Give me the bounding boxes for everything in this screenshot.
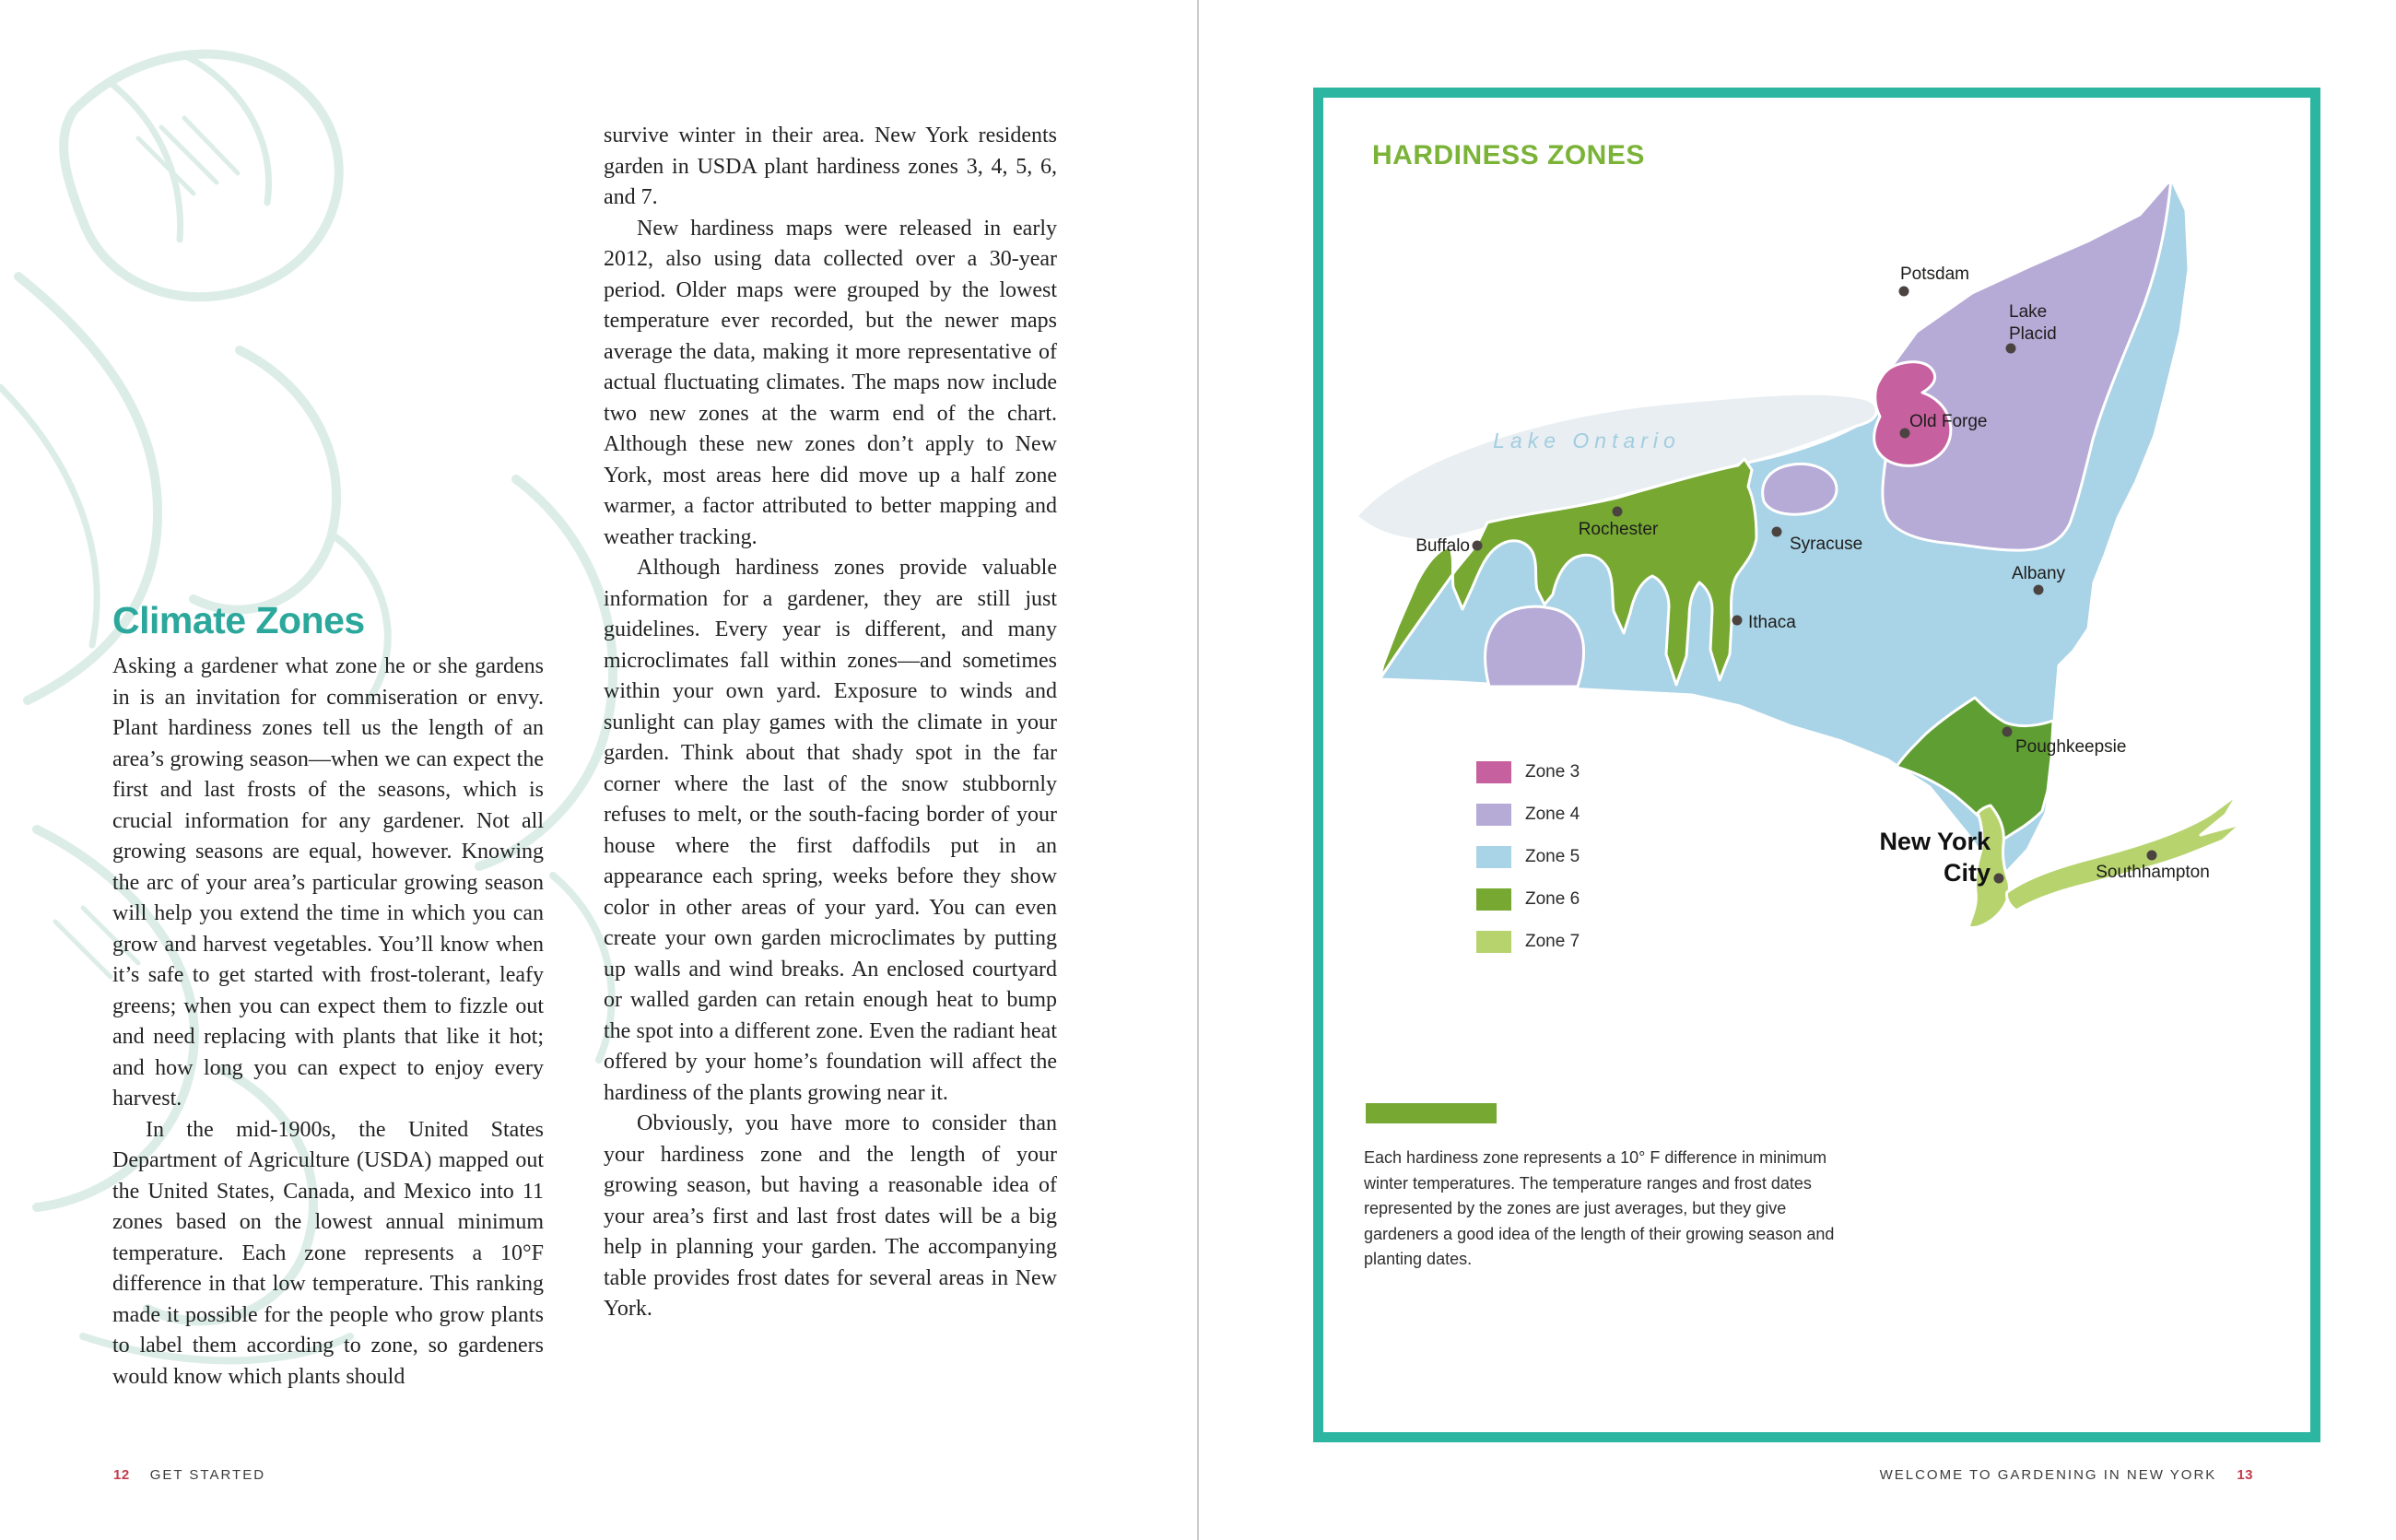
map-region-zone4-southern-tier	[1486, 606, 1584, 687]
legend-row	[1476, 888, 1580, 911]
body-paragraph: New hardiness maps were released in early 2012, also using data collected over a 30-year period. Older maps were grouped by the lowest temperature ever recorded, but the newer maps average the data, making it more representative of actual fluctuating climates. The maps now include two new zones at the warm end of the chart. Although these new zones don’t apply to New York, most areas here did move up a half zone warmer, a factor attributed to better mapping and weather tracking.	[604, 216, 1057, 549]
city-label-syracuse: Syracuse	[1790, 535, 1863, 554]
city-label-lake-placid-line2: Placid	[2009, 324, 2057, 344]
city-label-rochester: Rochester	[1578, 520, 1659, 539]
city-dot-rochester	[1613, 507, 1623, 517]
page-gutter-divider	[1197, 0, 1199, 1540]
city-dot-old-forge	[1900, 429, 1910, 439]
body-paragraph: Obviously, you have more to consider than your hardiness zone and the length of your growing season, but having a reasonable idea of your area’s first and last frost dates will be a big help in planning your garden. The accompanying table provides frost dates for several areas in New York.	[604, 1111, 1057, 1321]
city-dot-potsdam	[1899, 287, 1909, 297]
map-region-zone4-tug-hill	[1763, 464, 1837, 514]
city-label-albany: Albany	[2011, 564, 2066, 583]
legend-swatch-zone6	[1476, 888, 1511, 911]
figure-title: HARDINESS ZONES	[1372, 140, 1645, 170]
body-paragraph: survive winter in their area. New York residents garden in USDA plant hardiness zones 3, 4, 5, 6, and 7.	[604, 123, 1057, 209]
legend-swatch-zone4	[1476, 804, 1511, 826]
city-label-old-forge: Old Forge	[1909, 412, 1988, 431]
legend-row	[1476, 846, 1580, 868]
city-label-ithaca: Ithaca	[1748, 613, 1796, 632]
legend-swatch-zone7	[1476, 931, 1511, 953]
hardiness-zone-map	[1327, 184, 2313, 1014]
caption-rule	[1366, 1103, 1497, 1123]
city-dot-lake-placid	[2006, 344, 2016, 354]
city-dot-poughkeepsie	[2003, 727, 2013, 737]
map-legend	[1476, 761, 1580, 973]
section-heading: Climate Zones	[112, 599, 365, 641]
body-paragraph: Although hardiness zones provide valuable information for a gardener, they are still just guidelines. Every year is different, and many microclimates fall within zones—and sometimes within your own yard. Exposure to winds and sunlight can play games with the climate in your garden. Think about that shady spot in the far corner where the last of the snow stubbornly refuses to melt, or the south-facing border of your house where the first daffodils put in an appearance each spring, weeks before they show color in other areas of your yard. You can even create your own garden microclimates by putting up walls and wind breaks. An enclosed courtyard or walled garden can retain enough heat to bump the spot into a different zone. Even the radiant heat offered by your home’s foundation will affect the hardiness of the plants growing near it.	[604, 556, 1057, 1105]
body-paragraph: In the mid-1900s, the United States Department of Agriculture (USDA) mapped out the United States, Canada, and Mexico into 11 zones based on the lowest annual minimum temperature. Each zone represents a 10°F difference in that low temperature. This ranking made it possible for the people who grow plants to label them according to zone, so gardeners would know which plants should	[112, 1117, 544, 1389]
legend-row	[1476, 804, 1580, 826]
city-label-southhampton: Southhampton	[2096, 863, 2210, 882]
legend-label: Zone 7	[1525, 932, 1580, 951]
city-label-buffalo: Buffalo	[1415, 536, 1470, 556]
legend-label: Zone 4	[1525, 805, 1580, 824]
page-number: 13	[2237, 1467, 2253, 1483]
left-column	[112, 599, 544, 1393]
legend-row	[1476, 761, 1580, 783]
right-page-footer	[1880, 1467, 2253, 1483]
legend-row	[1476, 931, 1580, 953]
legend-label: Zone 3	[1525, 762, 1580, 782]
running-head: GET STARTED	[149, 1467, 266, 1483]
city-dot-buffalo	[1473, 541, 1483, 551]
figure-caption: Each hardiness zone represents a 10° F difference in minimum winter temperatures. The temperature ranges and frost dates represented by the zones are just averages, but they give gardeners a good idea of the length of their growing season and planting dates.	[1364, 1148, 1835, 1268]
legend-label: Zone 6	[1525, 889, 1580, 909]
page-number: 12	[113, 1467, 130, 1483]
city-label-poughkeepsie: Poughkeepsie	[2015, 737, 2127, 757]
city-label-new-york-city-line2: City	[1943, 859, 1991, 887]
city-label-new-york-city-line1: New York	[1879, 828, 1991, 855]
legend-label: Zone 5	[1525, 847, 1580, 866]
right-column	[604, 121, 1057, 1325]
running-head: WELCOME TO GARDENING IN NEW YORK	[1879, 1467, 2217, 1483]
left-page-footer	[113, 1467, 265, 1483]
legend-swatch-zone3	[1476, 761, 1511, 783]
city-dot-syracuse	[1772, 527, 1782, 537]
city-dot-ithaca	[1732, 616, 1743, 626]
legend-swatch-zone5	[1476, 846, 1511, 868]
lake-ontario-label: Lake Ontario	[1493, 429, 1681, 453]
city-dot-new-york-city	[1994, 874, 2004, 884]
city-label-lake-placid-line1: Lake	[2009, 302, 2048, 322]
city-dot-albany	[2034, 585, 2044, 595]
city-dot-southhampton	[2147, 851, 2157, 861]
city-label-potsdam: Potsdam	[1900, 265, 1969, 284]
body-paragraph: Asking a gardener what zone he or she gardens in is an invitation for commiseration or envy. Plant hardiness zones tell us the length of an area’s growing season—when we can expect the first and last frosts of the seasons, which is crucial information for any gardener. Not all growing seasons are equal, however. Knowing the arc of your area’s particular growing season will help you extend the time in which you can grow and harvest vegetables. You’ll know when it’s safe to get started with frost-tolerant, leafy greens; when you can expect them to fizzle out and need replacing with plants that like it hot; and how long you can expect to enjoy every harvest.	[112, 654, 544, 1111]
